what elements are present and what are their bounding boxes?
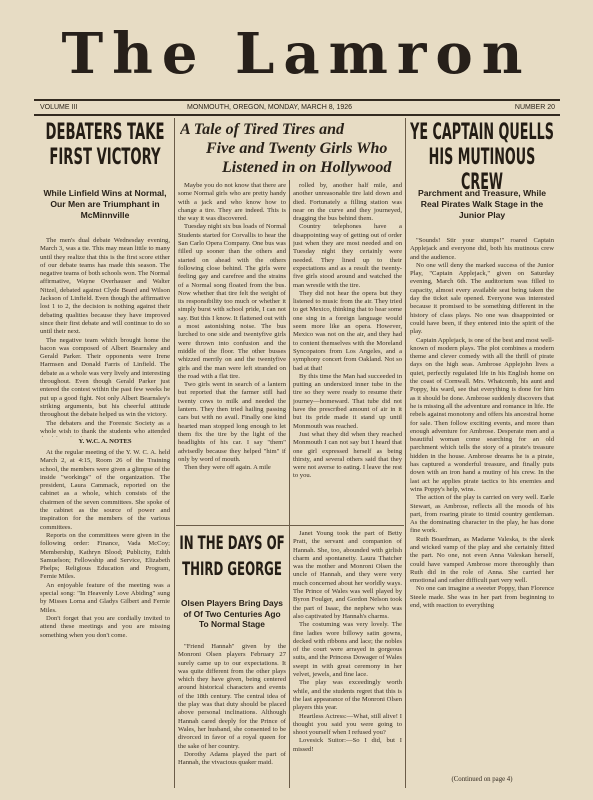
george-headline-line-2: THIRD GEORGE — [182, 558, 282, 580]
tires-article-col-b — [293, 182, 402, 522]
captain-deck: Parchment and Treasure, While Real Pirates Walk Stage in the Junior Play — [418, 188, 546, 220]
captain-headline-line-1: YE CAPTAIN QUELLS — [410, 120, 554, 145]
george-headline-line-1: IN THE DAYS OF — [179, 532, 285, 554]
ywca-article — [40, 449, 170, 784]
tires-article-col-a — [178, 182, 286, 522]
debate-paragraph: The negative team which brought home the bacon was composed of Albert Bearnsley and Gerald Parker. Their opponents were Irene Harmsen and Donald Farris of Linfield. The debate as a whole was very lively and interesting throughout. Even though Gerald Parker just entered the contest within the past few weeks he put up a good fight. Not only Albert Bearnsley's striking arguments, but his cheerful attitude throughout the debate helped us win the victory. — [40, 336, 170, 419]
george-paragraph: "Friend Hannah" given by the Monroni Olsen players February 27 surely came up to our expectations. It was quite different from the other plays which they have given, being centered around historical characters and events of the 18th century. The central idea of the play was that duty should be placed above personal inclinations. Although Hannah cared deeply for the Prince of Wales, her husband, she consented to be divorced in favor of a royal queen for the sake of her country. — [178, 643, 286, 750]
ywca-paragraph: An enjoyable feature of the meeting was a special song: "In Heavenly Love Abiding" sung by Misses Lorna and Gladys Gilbert and Fernie Miles. — [40, 581, 170, 614]
column-divider-1 — [174, 118, 175, 788]
george-paragraph: Heartless Actress:—What, still alive! I thought you said you were going to shoot yourself when I refused you? — [293, 712, 402, 737]
captain-paragraph: "Sounds! Stir your stumps!" roared Captain Applejack and everyone did, both his mutinous crew and the audience. — [410, 237, 554, 261]
debate-headline — [38, 120, 172, 190]
masthead-title: The Lamron — [61, 21, 532, 87]
captain-paragraph: No one will deny the marked success of the Junior Play, "Captain Applejack," given on Saturday evening, March 6th. The auditorium was filled to capacity, almost every available seat being taken the day the ticket sale opened. Everyone was interested because it promised to be something different in the history of class plays. No one was disappointed or could have been, if they entered into the spirit of the play. — [410, 261, 554, 336]
tires-headline-line-3: Listened in on Hollywood — [222, 159, 392, 176]
george-paragraph: The costuming was very lovely. The fine ladies wore billowy satin gowns, decked with ribbons and lace; the nobles of the court were arrayed in gorgeous suits, and the Princess Dowager of Wales swept in with great ceremony in her velvet, jewels, and fine lace. — [293, 621, 402, 679]
volume-label: VOLUME III — [40, 104, 78, 111]
tires-paragraph: By this time the Man had succeeded in putting an undersized inner tube in the tire so they were ready to resume their journey—homeward. That tube did not have the prescribed amount of air in it but its pride made it stand up until Monmouth was reached. — [293, 372, 402, 430]
debate-headline-line-1: DEBATERS TAKE — [45, 120, 165, 145]
george-deck: Olsen Players Bring Days of Of Two Centuries Ago To Normal Stage — [181, 598, 283, 630]
captain-headline-line-2: HIS MUTINOUS CREW — [428, 145, 536, 192]
george-article-col-b — [293, 530, 402, 786]
tires-paragraph: Just what they did when they reached Monmouth I can not say but I heard that one girl expressed herself as being thirsty, and several others said that they were not averse to eating. I leave the rest to you. — [293, 430, 402, 480]
captain-paragraph: No one can imagine a sweeter Poppy, than Florence Steele made. She was in her part from beginning to end, with reaction to everything — [410, 585, 554, 610]
masthead-rule-bottom — [34, 114, 560, 116]
george-paragraph: Dorothy Adams played the part of Hannah, the vivacious quaker maid. — [178, 750, 286, 767]
debate-article — [40, 237, 170, 437]
captain-article — [410, 237, 554, 773]
debate-deck: While Linfield Wins at Normal, Our Men are Triumphant in McMinnville — [43, 188, 167, 220]
tires-paragraph: rolled by, another half mile, and another unreasonable tire laid down and died. Fortunately a filling station was near on the curve and they journeyed, dragging the bus behind them. — [293, 182, 402, 223]
ywca-paragraph: At the regular meeting of the Y. W. C. A. held March 2, at 4:15, Room 26 of the Training school, the members were given a glimpse of the inside "workings" of the organization. The president, Laura Cammack, reported on the cabinet as a whole, which consists of the chairmen of the seven committees. She spoke of the cabinet as the source of power and inspiration for the members of the various committees. — [40, 449, 170, 531]
ywca-paragraph: Don't forget that you are cordially invited to attend these meetings and you are missing something when you don't come. — [40, 614, 170, 639]
dateline — [40, 103, 555, 113]
issue-number: NUMBER 20 — [514, 104, 555, 111]
george-paragraph: Janet Young took the part of Betty Pratt, the servant and companion of Hannah. She, too, abounded with girlish charm and spontaneity. Laura Thatcher was the mother and Monroni Olsen the uncle of Hannah, and they were very much concerned about her worldly ways. The Prince of Wales was well played by Byron Foulger, and Gordon Nelson took the part of Isaac, the nephew who was also captivated by Hannah's charms. — [293, 530, 402, 620]
debate-headline-line-2: FIRST VICTORY — [49, 145, 161, 170]
captain-paragraph: Ruth Boardman, as Madame Valeska, is the sleek and wicked vamp of the play and she certainly fitted the part. No one, not even Anna Valeskan herself, could have vamped Ambrose more thoroughly than Ruth did in the role of Anna. She carried her emotional and rather difficult part very well. — [410, 535, 554, 585]
debate-paragraph: The men's dual debate Wednesday evening, March 3, was a tie. This may mean little to many until they realize that this is the first score either of our debate teams has made this season. The negative teams of both schools won. The Normal affirmative, Wayne Overhauser and Walter Nitzel, debated against Clyde Beard and Wilson Jackson of Linfield. Even though the affirmative lost 1 to 2, the decision is nothing against their debating qualities because they have improved since their first debate and will continue to do so until their next. — [40, 237, 170, 336]
place-date: MONMOUTH, OREGON, MONDAY, MARCH 8, 1926 — [187, 104, 353, 111]
tires-paragraph: Then they were off again. A mile — [184, 464, 271, 472]
tires-headline-line-1: A Tale of Tired Tires and — [180, 121, 344, 138]
tires-paragraph: They did not hear the opera but they listened to music from the air. They tried to get Mexico, thinking that to hear some one sing in a foreign language would seem more like an opera. However, Mexico was not on the air, and they had to content themselves with the Moreland Syncopators from Los Angeles, and a symphony concert from Oakland. Not so bad at that! — [293, 289, 402, 372]
column-divider-3 — [405, 118, 406, 788]
george-article-col-a — [178, 643, 286, 786]
ywca-paragraph: Reports on the committees were given in the following order: Finance, Vada McCoy; Membership, Kathryn Blood; Publicity, Edith Samuelson; Fellowship and Service, Elizabeth Phelps; Religious Education and Program, Fernie Miles. — [40, 531, 170, 581]
tires-headline-line-2: Five and Twenty Girls Who — [206, 140, 388, 157]
tires-headline — [180, 120, 402, 178]
continued-note: (Continued on page 4) — [451, 776, 513, 783]
captain-paragraph: The action of the play is carried on very well. Earle Stewart, as Ambrose, reflects all the moods of his part, from roaring pirate to timid country gentleman. As the dominating character in the play, he has done fine work. — [410, 494, 554, 535]
tires-paragraph: Country telephones have a disappointing way of getting out of order just when they are most needed and on Tuesday night they certainly were needed. They lined up to their expectations and as a result the twenty-five girls stood around and watched the man wrestle with the tire. — [293, 223, 402, 289]
debate-paragraph: The debaters and the Forensic Society as a whole wish to thank the students who attended — [40, 419, 170, 435]
captain-headline — [409, 120, 555, 192]
captain-paragraph: Captain Applejack, is one of the best and most well-known of modern plays. The plot combines a modern theme and clever comedy with all the thrill of pirate days on the high seas. Ambrose Applejohn lives a quiet, perfectly regulated life in his English home on the coast of Cornwall. Mrs. Whatcomb, his aunt and Poppy, his ward, see that everything is done for him as it should be done. Ambrose suddenly discovers that he is missing all the adventure and romance in life. He rebels against monotony and offers his ancestral home for sale. Then follow exciting events, and more than enough adventure for Ambrose. Desperate men and a beautiful woman come searching for an old parchment which tells the story of a pirate's treasure hidden in the house. Ambrose dreams he is a pirate, has captured a wonderful treasure, and finally puts down with an iron hand a mutiny of his crew. In the last act he applies pirate tactics to his enemies and wins Poppy's help, wins. — [410, 336, 554, 493]
george-paragraph: Lovesick Suitor:—So I did, but I missed! — [293, 737, 402, 753]
story-divider — [176, 525, 404, 526]
george-headline — [178, 530, 286, 592]
column-divider-2 — [289, 180, 290, 788]
george-paragraph: The play was exceedingly worth while, and the students regret that this is the last appearance of the Monroni Olsen players this year. — [293, 679, 402, 712]
ywca-heading: Y. W.C. A. NOTES — [78, 438, 132, 445]
masthead-rule-top — [34, 99, 560, 101]
tires-paragraph: Maybe you do not know that there are some Normal girls who are pretty handy with a jack and who know how to change a tire. They are indeed. This is the way it was discovered. — [178, 182, 286, 223]
tires-paragraph: Tuesday night six bus loads of Normal Students started for Corvallis to hear the San Carlo Opera Company. One bus was filled up sooner than the others and started on ahead with the others following close behind. The girls were feeling gay and carefree and the strains of a Normal song floated from the bus. Now whether that tire felt the weight of its responsibility too much or whether it simply burst with school pride, I can not say. But this I know. It flattened out with a most astonishing noise. The bus lurched to one side and twentyfive girls were thrown into confusion and the middle of the floor. The other busses whizzed merrily on and the twentyfive girls and the man were left stranded on the road with a flat tire. — [178, 223, 286, 380]
tires-paragraph: Two girls went in search of a lantern but reported that the farmer still had twenty cows to milk and needed the lantern. They then tried hailing passing cars but with no avail. Finally one kind hearted man stopped long enough to let them fix the tire by the light of the headlights of his car. I say "them" advisedly because they helped "him" if only by word of mouth. — [178, 381, 286, 463]
